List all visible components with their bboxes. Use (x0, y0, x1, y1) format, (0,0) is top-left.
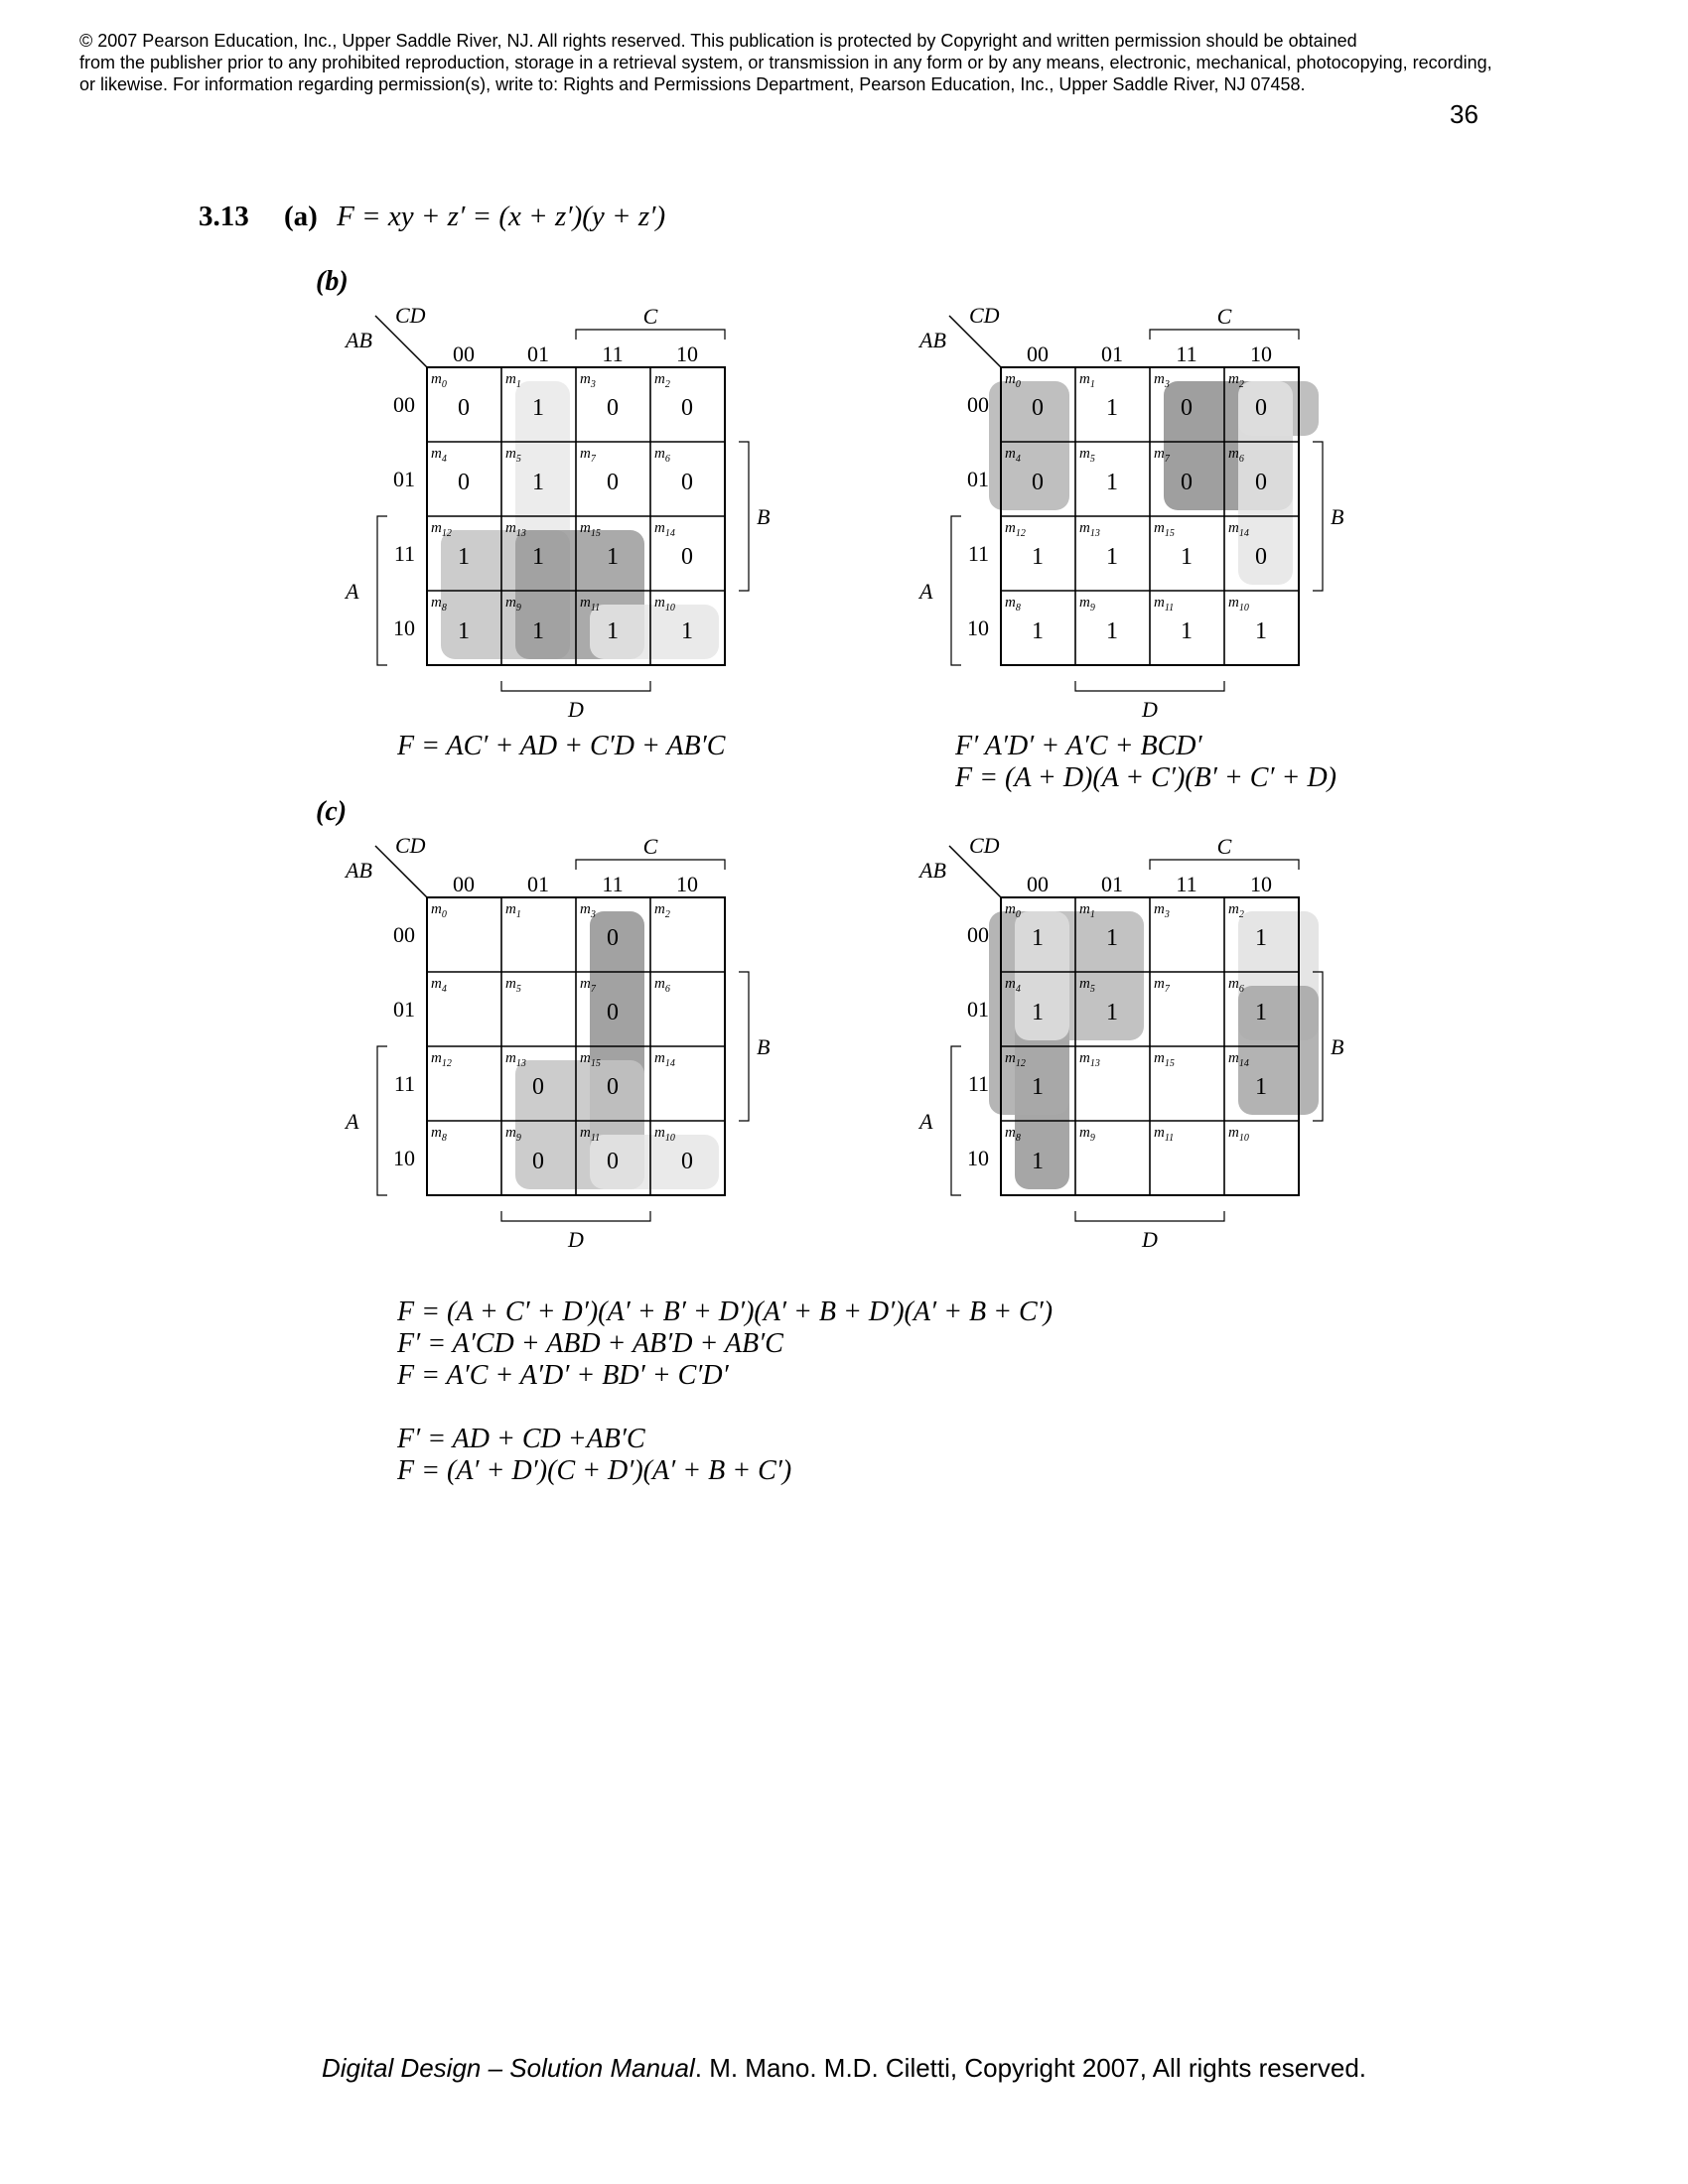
equation-line: F = AC′ + AD + C′D + AB′C (397, 731, 726, 761)
minterm-label: $m_1$ (1079, 371, 1095, 390)
cell-value: 0 (1255, 395, 1267, 421)
bracket-b (739, 442, 749, 591)
bracket-c (1150, 330, 1299, 340)
footer-title: Digital Design – Solution Manual (321, 2053, 695, 2083)
kmap-col-code: 11 (602, 872, 624, 896)
minterm-label: $m_1$ (505, 901, 521, 920)
cell-value: 1 (607, 544, 619, 570)
cell-value: 0 (532, 1074, 544, 1100)
minterm-label: $m_6$ (654, 976, 670, 995)
minterm-label: $m_{10}$ (1228, 1125, 1249, 1144)
bracket-b-label: B (1331, 504, 1344, 529)
bracket-d-label: D (568, 1227, 584, 1252)
cell-value: 0 (607, 1149, 619, 1174)
minterm-label: $m_{10}$ (1228, 595, 1249, 614)
kmap-row-variable: AB (919, 328, 946, 352)
kmap-row-variable: AB (346, 328, 372, 352)
bracket-b-label: B (1331, 1034, 1344, 1059)
cell-value: 1 (1106, 544, 1118, 570)
cell-value: 1 (1181, 544, 1193, 570)
minterm-label: $m_8$ (1005, 1125, 1021, 1144)
minterm-label: $m_{12}$ (1005, 1050, 1026, 1069)
kmap-col-code: 00 (1027, 341, 1049, 366)
kmap-col-code: 00 (453, 872, 475, 896)
bracket-a (951, 1046, 961, 1195)
bracket-a-label: A (919, 579, 933, 604)
part-a-equation: F = xy + z′ = (x + z′)(y + z′) (337, 201, 666, 232)
minterm-label: $m_{10}$ (654, 1125, 675, 1144)
minterm-label: $m_{15}$ (580, 520, 601, 539)
minterm-label: $m_0$ (1005, 371, 1021, 390)
minterm-label: $m_{12}$ (431, 520, 452, 539)
cell-value: 0 (607, 1074, 619, 1100)
minterm-label: $m_2$ (1228, 371, 1244, 390)
kmap-row-code: 10 (967, 1146, 989, 1170)
bracket-b (1313, 442, 1323, 591)
minterm-label: $m_{13}$ (1079, 1050, 1100, 1069)
kmap-row-code: 00 (393, 392, 415, 417)
minterm-label: $m_6$ (1228, 446, 1244, 465)
cell-value: 1 (532, 470, 544, 495)
cell-value: 0 (607, 1000, 619, 1025)
minterm-label: $m_6$ (1228, 976, 1244, 995)
kmap-col-code: 10 (676, 872, 698, 896)
minterm-label: $m_0$ (1005, 901, 1021, 920)
minterm-label: $m_{15}$ (1154, 1050, 1175, 1069)
kmap-col-code: 11 (602, 341, 624, 366)
kmap-col-variable: CD (395, 833, 426, 858)
minterm-label: $m_8$ (1005, 595, 1021, 614)
bracket-c (576, 330, 725, 340)
bracket-a-label: A (919, 1109, 933, 1134)
kmap-col-code: 10 (676, 341, 698, 366)
minterm-label: $m_8$ (431, 595, 447, 614)
minterm-label: $m_6$ (654, 446, 670, 465)
cell-value: 1 (1106, 395, 1118, 421)
bracket-d (501, 681, 650, 691)
equation-line: F′ = AD + CD +AB′C (397, 1424, 645, 1454)
footer (0, 2053, 1688, 2084)
part-b-label: (b) (316, 266, 349, 297)
kmap-row-code: 01 (967, 997, 989, 1022)
kmap-col-code: 01 (1101, 872, 1123, 896)
kmap-col-variable: CD (969, 833, 1000, 858)
cell-value: 0 (458, 470, 470, 495)
problem-number: 3.13 (199, 201, 249, 232)
minterm-label: $m_7$ (580, 976, 596, 995)
minterm-label: $m_4$ (431, 976, 447, 995)
equation-line: F′ = A′CD + ABD + AB′D + AB′C (397, 1328, 783, 1359)
kmap-col-code: 01 (527, 872, 549, 896)
minterm-label: $m_1$ (505, 371, 521, 390)
part-c-label: (c) (316, 796, 348, 827)
kmap-col-code: 00 (453, 341, 475, 366)
kmap-b-left (344, 303, 770, 722)
bracket-d (1075, 681, 1224, 691)
minterm-label: $m_{15}$ (1154, 520, 1175, 539)
kmap-row-code: 01 (393, 997, 415, 1022)
cell-value: 1 (532, 618, 544, 644)
cell-value: 1 (1032, 1000, 1044, 1025)
minterm-label: $m_4$ (431, 446, 447, 465)
minterm-label: $m_9$ (505, 595, 521, 614)
kmap-row-code: 01 (393, 467, 415, 491)
bracket-d (501, 1211, 650, 1221)
cell-value: 0 (1255, 544, 1267, 570)
bracket-b (739, 972, 749, 1121)
kmap-row-code: 11 (967, 1071, 989, 1096)
cell-value: 1 (1181, 618, 1193, 644)
bracket-a-label: A (346, 1109, 359, 1134)
page-number: 36 (1450, 99, 1478, 129)
cell-value: 1 (1255, 925, 1267, 951)
cell-value: 1 (1032, 1074, 1044, 1100)
kmap-row-code: 10 (967, 615, 989, 640)
equation-line (397, 1392, 1053, 1424)
minterm-label: $m_5$ (505, 446, 521, 465)
equation-line: F = A′C + A′D′ + BD′ + C′D′ (397, 1360, 729, 1391)
kmap-col-code: 10 (1250, 341, 1272, 366)
minterm-label: $m_3$ (580, 371, 596, 390)
minterm-label: $m_9$ (505, 1125, 521, 1144)
copyright-line: or likewise. For information regarding permission(s), write to: Rights and Permissions Department, Pearson Education, Inc., Upper Saddle River, NJ 07458. (79, 74, 1306, 94)
copyright-line: from the publisher prior to any prohibited reproduction, storage in a retrieval system, or transmission in any form or by any means, electronic, mechanical, photocopying, recording, (79, 53, 1492, 72)
minterm-label: $m_5$ (505, 976, 521, 995)
cell-value: 0 (681, 1149, 693, 1174)
bracket-a (377, 516, 387, 665)
equation-line: F′ A′D′ + A′C + BCD′ (955, 731, 1202, 761)
minterm-label: $m_{11}$ (580, 595, 601, 614)
minterm-label: $m_3$ (580, 901, 596, 920)
cell-value: 1 (1032, 618, 1044, 644)
kmap-row-code: 00 (967, 922, 989, 947)
bracket-c-label: C (1216, 304, 1232, 329)
minterm-label: $m_{13}$ (1079, 520, 1100, 539)
minterm-label: $m_2$ (654, 371, 670, 390)
cell-value: 1 (1106, 618, 1118, 644)
kmap-row-variable: AB (346, 858, 372, 883)
minterm-label: $m_3$ (1154, 371, 1170, 390)
cell-value: 0 (1032, 395, 1044, 421)
cell-value: 1 (532, 395, 544, 421)
minterm-label: $m_{11}$ (1154, 595, 1175, 614)
kmap-col-variable: CD (395, 303, 426, 328)
part-a-label: (a) (284, 201, 318, 232)
kmap-row-code: 11 (393, 541, 415, 566)
cell-value: 1 (1032, 1149, 1044, 1174)
kmap-row-code: 11 (967, 541, 989, 566)
minterm-label: $m_0$ (431, 371, 447, 390)
bracket-d-label: D (568, 697, 584, 722)
kmap-row-code: 00 (967, 392, 989, 417)
bracket-d-label: D (1142, 697, 1158, 722)
minterm-label: $m_4$ (1005, 446, 1021, 465)
equation-line: F = (A + C′ + D′)(A′ + B′ + D′)(A′ + B + D′)(A′ + B + C′) (397, 1297, 1054, 1327)
bracket-c (576, 860, 725, 870)
cell-value: 0 (607, 395, 619, 421)
kmap-col-code: 01 (1101, 341, 1123, 366)
cell-value: 1 (1255, 1074, 1267, 1100)
minterm-label: $m_{12}$ (1005, 520, 1026, 539)
minterm-label: $m_{11}$ (1154, 1125, 1175, 1144)
minterm-label: $m_3$ (1154, 901, 1170, 920)
minterm-label: $m_{13}$ (505, 1050, 526, 1069)
kmap-row-code: 01 (967, 467, 989, 491)
minterm-label: $m_8$ (431, 1125, 447, 1144)
minterm-label: $m_2$ (1228, 901, 1244, 920)
cell-value: 0 (681, 544, 693, 570)
kmap-col-code: 11 (1176, 872, 1197, 896)
bracket-a (377, 1046, 387, 1195)
cell-value: 1 (458, 618, 470, 644)
kmap-col-variable: CD (969, 303, 1000, 328)
minterm-label: $m_9$ (1079, 1125, 1095, 1144)
minterm-label: $m_0$ (431, 901, 447, 920)
equation-c (397, 1297, 1053, 1487)
cell-value: 0 (1181, 470, 1193, 495)
cell-value: 1 (1106, 925, 1118, 951)
kmap-col-code: 11 (1176, 341, 1197, 366)
minterm-label: $m_{10}$ (654, 595, 675, 614)
cell-value: 0 (1032, 470, 1044, 495)
cell-value: 1 (532, 544, 544, 570)
equation-b-right (955, 731, 1336, 794)
minterm-label: $m_7$ (1154, 976, 1170, 995)
cell-value: 0 (1255, 470, 1267, 495)
minterm-label: $m_{11}$ (580, 1125, 601, 1144)
minterm-label: $m_{15}$ (580, 1050, 601, 1069)
bracket-c-label: C (642, 304, 658, 329)
cell-value: 1 (607, 618, 619, 644)
cell-value: 0 (458, 395, 470, 421)
bracket-c-label: C (1216, 834, 1232, 859)
minterm-label: $m_2$ (654, 901, 670, 920)
footer-text: . M. Mano. M.D. Ciletti, Copyright 2007, All rights reserved. (694, 2053, 1367, 2083)
bracket-c-label: C (642, 834, 658, 859)
minterm-label: $m_{14}$ (654, 520, 675, 539)
bracket-a-label: A (346, 579, 359, 604)
cell-value: 0 (681, 395, 693, 421)
minterm-label: $m_7$ (1154, 446, 1170, 465)
minterm-label: $m_5$ (1079, 976, 1095, 995)
kmap-col-code: 00 (1027, 872, 1049, 896)
minterm-label: $m_1$ (1079, 901, 1095, 920)
cell-value: 0 (607, 925, 619, 951)
cell-value: 1 (1106, 470, 1118, 495)
kmap-row-code: 11 (393, 1071, 415, 1096)
kmap-b-right (917, 303, 1343, 722)
copyright-line: © 2007 Pearson Education, Inc., Upper Saddle River, NJ. All rights reserved. This publication is protected by Copyright and written permission should be obtained (79, 31, 1357, 51)
minterm-label: $m_{13}$ (505, 520, 526, 539)
bracket-d (1075, 1211, 1224, 1221)
bracket-c (1150, 860, 1299, 870)
minterm-label: $m_4$ (1005, 976, 1021, 995)
bracket-d-label: D (1142, 1227, 1158, 1252)
minterm-label: $m_{14}$ (1228, 1050, 1249, 1069)
equation-b-left (397, 731, 725, 762)
cell-value: 0 (607, 470, 619, 495)
equation-line: F = (A + D)(A + C′)(B′ + C′ + D) (955, 762, 1336, 793)
bracket-b-label: B (757, 1034, 771, 1059)
cell-value: 1 (681, 618, 693, 644)
kmap-c-left (344, 833, 770, 1252)
kmap-row-code: 10 (393, 1146, 415, 1170)
cell-value: 1 (1106, 1000, 1118, 1025)
kmap-c-right (917, 833, 1343, 1252)
minterm-label: $m_{14}$ (654, 1050, 675, 1069)
minterm-label: $m_{12}$ (431, 1050, 452, 1069)
minterm-label: $m_7$ (580, 446, 596, 465)
cell-value: 1 (1255, 1000, 1267, 1025)
grouping-loop (1238, 986, 1319, 1115)
cell-value: 1 (458, 544, 470, 570)
minterm-label: $m_{14}$ (1228, 520, 1249, 539)
cell-value: 0 (681, 470, 693, 495)
cell-value: 0 (532, 1149, 544, 1174)
kmap-row-code: 10 (393, 615, 415, 640)
kmap-row-code: 00 (393, 922, 415, 947)
equation-line: F = (A′ + D′)(C + D′)(A′ + B + C′) (397, 1455, 792, 1486)
minterm-label: $m_5$ (1079, 446, 1095, 465)
minterm-label: $m_9$ (1079, 595, 1095, 614)
bracket-b-label: B (757, 504, 771, 529)
cell-value: 1 (1032, 925, 1044, 951)
kmap-col-code: 01 (527, 341, 549, 366)
kmap-row-variable: AB (919, 858, 946, 883)
cell-value: 1 (1032, 544, 1044, 570)
cell-value: 0 (1181, 395, 1193, 421)
cell-value: 1 (1255, 618, 1267, 644)
kmap-col-code: 10 (1250, 872, 1272, 896)
bracket-a (951, 516, 961, 665)
